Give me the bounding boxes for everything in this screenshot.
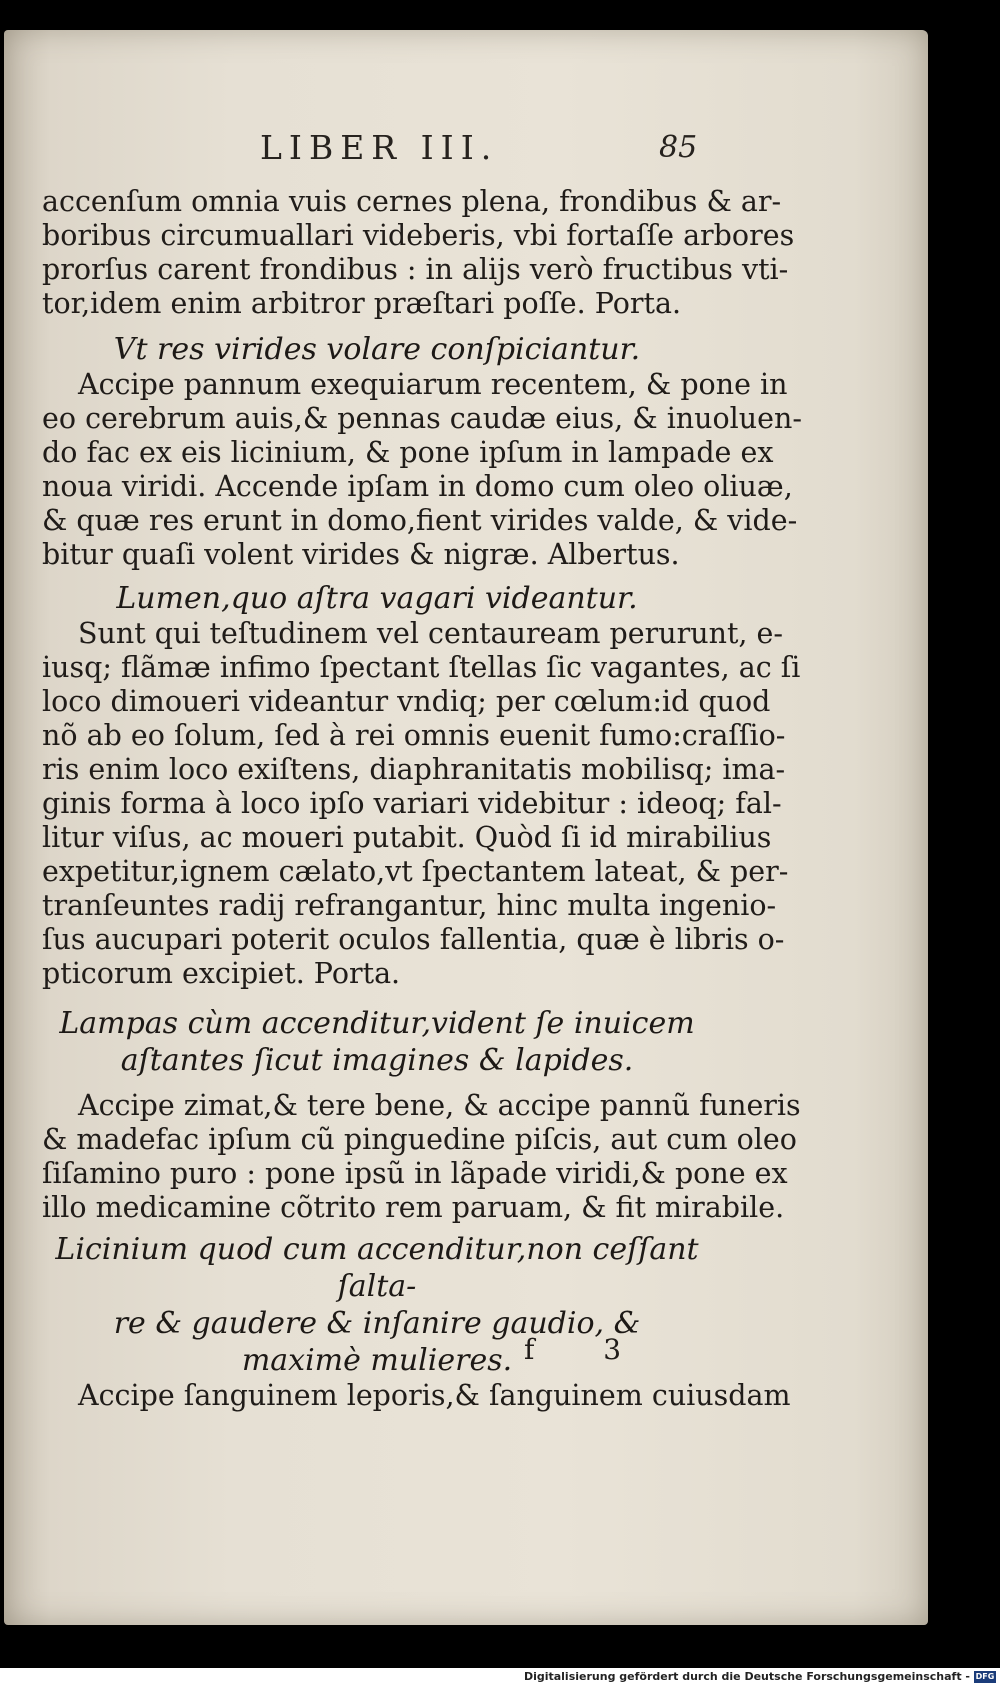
section-heading-3-line-2: aſtantes ſicut imagines & lapides. (120, 1043, 634, 1078)
text-line: expetitur,ignem cælato,vt ſpectantem lateat, & per- (42, 855, 789, 888)
text-line: noua viridi. Accende ipſam in domo cum oleo oliuæ, (42, 470, 793, 503)
section-heading-3-line-1: Lampas cùm accenditur,vident ſe inuicem (59, 1006, 695, 1041)
paragraph-3 (42, 617, 801, 991)
page-header (4, 128, 928, 178)
section-heading-2: Lumen,quo aſtra vagari videantur. (116, 581, 638, 616)
text-block (42, 185, 802, 1413)
text-line: Sunt qui teſtudinem vel centauream perurunt, e- (78, 617, 784, 650)
paragraph-4 (42, 1089, 801, 1225)
text-line: illo medicamine cõtrito rem paruam, & fit mirabile. (42, 1191, 785, 1224)
text-line: litur viſus, ac moueri putabit. Quòd ſi id mirabilius (42, 821, 772, 854)
text-line: prorſus carent frondibus : in alijs verò fructibus vti- (42, 253, 789, 286)
dfg-logo-icon: DFG (975, 1672, 995, 1681)
text-line: do fac ex eis licinium, & pone ipſum in lampade ex (42, 436, 774, 469)
text-line: ſiſamino puro : pone ipsũ in lãpade viridi,& pone ex (42, 1157, 788, 1190)
section-heading-4-line-2: re & gaudere & inſanire gaudio, & (113, 1306, 641, 1341)
paragraph-2 (42, 368, 802, 572)
paragraph-1 (42, 185, 795, 321)
signature-mark: f 3 (524, 1333, 652, 1366)
text-line: accenſum omnia vuis cernes plena, frondibus & ar- (42, 185, 782, 218)
text-line: eo cerebrum auis,& pennas caudæ eius, & inuoluen- (42, 402, 802, 435)
text-line: loco dimoueri videantur vndiq; per cœlum:id quod (42, 685, 771, 718)
paragraph-5 (42, 1379, 791, 1413)
section-heading-1: Vt res virides volare conſpiciantur. (113, 332, 641, 367)
text-line: nõ ab eo ſolum, ſed à rei omnis euenit fumo:craſſio- (42, 719, 786, 752)
text-line: Accipe ſanguinem leporis,& ſanguinem cuiusdam (78, 1379, 791, 1412)
text-line: Accipe pannum exequiarum recentem, & pone in (78, 368, 788, 401)
book-page (4, 30, 928, 1625)
text-line: bitur quaſi volent virides & nigræ. Albertus. (42, 538, 680, 571)
text-line: boribus circumuallari videberis, vbi fortaſſe arbores (42, 219, 795, 252)
text-line: iusq; flãmæ infimo ſpectant ſtellas ſic vagantes, ac ſi (42, 651, 801, 684)
text-line: ſus aucupari poterit oculos fallentia, quæ è libris o- (42, 923, 785, 956)
footer (0, 1668, 1000, 1687)
text-line: & madefac ipſum cũ pinguedine piſcis, aut cum oleo (42, 1123, 797, 1156)
text-line: ris enim loco exiſtens, diaphranitatis mobilisq; ima- (42, 753, 786, 786)
text-line: Accipe zimat,& tere bene, & accipe pannũ funeris (78, 1089, 801, 1122)
text-line: tranſeuntes radij refrangantur, hinc multa ingenio- (42, 889, 777, 922)
text-line: pticorum excipiet. Porta. (42, 957, 401, 990)
section-heading-4-line-1: Licinium quod cum accenditur,non ceſſant ſalta- (55, 1232, 699, 1304)
text-line: ginis forma à loco ipſo variari videbitur : ideoq; fal- (42, 787, 782, 820)
running-title: LIBER III. (260, 128, 499, 167)
page-number: 85 (659, 130, 698, 165)
footer-credit: Digitalisierung gefördert durch die Deutsche Forschungsgemeinschaft - (523, 1670, 970, 1683)
text-line: & quæ res erunt in domo,fient virides valde, & vide- (42, 504, 798, 537)
text-line: tor,idem enim arbitror præſtari poſſe. Porta. (42, 287, 682, 320)
section-heading-4-line-3: maximè mulieres. (241, 1343, 513, 1378)
